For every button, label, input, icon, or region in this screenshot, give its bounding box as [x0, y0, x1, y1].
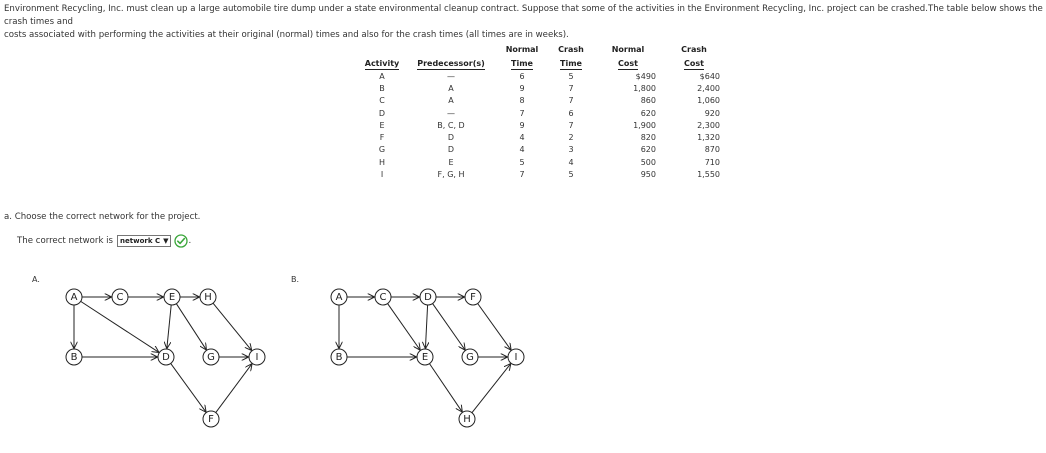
crash-time-cell: 7	[568, 83, 574, 93]
node-label: A	[70, 292, 78, 303]
node-label: E	[421, 352, 429, 363]
crash-time-cell: 3	[568, 145, 574, 155]
node-label: G	[466, 352, 474, 363]
activity-cell: A	[379, 71, 385, 81]
predecessors-cell: B, C, D	[437, 120, 465, 130]
edge-D-E	[425, 305, 427, 348]
activity-cell: G	[378, 145, 386, 155]
node-label: C	[379, 292, 387, 303]
node-I	[249, 349, 265, 365]
answer-prefix: The correct network is	[17, 236, 114, 246]
node-G	[462, 349, 478, 365]
crash-cost-cell: 1,060	[697, 96, 720, 106]
network-select-value: network C	[120, 237, 161, 245]
crash-time-cell: 2	[568, 133, 574, 143]
activity-cell: C	[379, 96, 385, 106]
crash-time-cell: 6	[568, 108, 574, 118]
edge-E-D	[167, 305, 171, 348]
chevron-down-icon: ▼	[163, 237, 169, 245]
normal-time-cell: 5	[519, 157, 525, 167]
edge-F-I	[478, 304, 511, 350]
node-label: B	[70, 352, 78, 363]
node-label: H	[204, 292, 212, 303]
option-b-label: B.	[291, 275, 300, 284]
crash-cost-cell: $640	[699, 71, 720, 81]
predecessors-cell: F, G, H	[437, 170, 465, 180]
node-H	[459, 411, 475, 427]
normal-time-header-top: Normal	[505, 45, 539, 54]
crash-cost-cell: 2,400	[697, 83, 720, 93]
crash-time-cell: 5	[568, 170, 574, 180]
crash-cost-cell: 920	[704, 108, 720, 118]
edge-D-G	[433, 304, 465, 350]
predecessors-cell: D	[447, 133, 455, 143]
node-label: D	[424, 292, 432, 303]
network-b[interactable]	[331, 289, 524, 427]
predecessors-cell: E	[448, 157, 454, 167]
activity-cell: B	[379, 83, 385, 93]
edge-C-E	[388, 304, 420, 350]
intro-line-1: Environment Recycling, Inc. must clean up a large automobile tire dump under a state environmental cleanup contract. Suppose that some of the activities in the Environment Recycling, Inc. project can be crashed.The table below shows the crash times and	[4, 4, 1043, 27]
activity-cell: D	[378, 108, 386, 118]
crash-cost-cell: 2,300	[697, 120, 720, 130]
edge-D-F	[171, 363, 206, 411]
normal-time-cell: 4	[519, 133, 525, 143]
normal-cost-cell: 950	[640, 170, 656, 180]
node-label: E	[168, 292, 176, 303]
node-C	[112, 289, 128, 305]
crash-cost-cell: 1,320	[697, 133, 720, 143]
normal-cost-cell: 820	[640, 133, 656, 143]
crash-cost-header: Cost	[684, 59, 704, 68]
node-label: F	[470, 292, 476, 303]
normal-cost-cell: 500	[640, 157, 656, 167]
node-label: I	[255, 352, 259, 363]
predecessors-cell: D	[447, 145, 455, 155]
crash-time-header-top: Crash	[558, 45, 584, 54]
normal-cost-header: Cost	[618, 59, 638, 68]
node-E	[164, 289, 180, 305]
edge-F-I	[216, 364, 252, 412]
crash-cost-header-top: Crash	[681, 45, 707, 54]
node-label: B	[335, 352, 343, 363]
crash-cost-cell: 710	[704, 157, 720, 167]
node-H	[200, 289, 216, 305]
normal-time-cell: 9	[519, 120, 525, 130]
activity-cell: F	[379, 133, 385, 143]
node-label: G	[207, 352, 215, 363]
activity-cell: E	[379, 120, 385, 130]
predecessors-cell: A	[448, 96, 454, 106]
normal-time-header: Time	[511, 59, 533, 68]
node-F	[203, 411, 219, 427]
edge-A-D	[81, 301, 159, 352]
node-I	[508, 349, 524, 365]
node-D	[420, 289, 436, 305]
crash-cost-cell: 1,550	[697, 170, 720, 180]
node-B	[66, 349, 82, 365]
normal-time-cell: 6	[519, 71, 525, 81]
node-A	[331, 289, 347, 305]
node-D	[158, 349, 174, 365]
normal-cost-cell: 1,900	[633, 120, 656, 130]
node-G	[203, 349, 219, 365]
crash-time-cell: 4	[568, 157, 574, 167]
node-B	[331, 349, 347, 365]
normal-cost-header-top: Normal	[611, 45, 645, 54]
predecessors-header: Predecessor(s)	[417, 59, 485, 68]
crash-cost-cell: 870	[704, 145, 720, 155]
normal-time-cell: 7	[519, 108, 525, 118]
node-E	[417, 349, 433, 365]
predecessors-cell: —	[447, 108, 455, 118]
node-label: I	[514, 352, 518, 363]
normal-cost-cell: 1,800	[633, 83, 656, 93]
node-C	[375, 289, 391, 305]
crash-time-cell: 5	[568, 71, 574, 81]
answer-period: .	[188, 236, 192, 246]
edge-H-I	[472, 364, 510, 413]
network-a[interactable]	[66, 289, 265, 427]
normal-time-cell: 4	[519, 145, 525, 155]
node-F	[465, 289, 481, 305]
activity-cell: I	[380, 170, 384, 180]
intro-line-2: costs associated with performing the activities at their original (normal) times and also for the crash times (all times are in weeks).	[4, 30, 569, 40]
predecessors-cell: A	[448, 83, 454, 93]
normal-cost-cell: $490	[635, 71, 656, 81]
activity-header: Activity	[364, 59, 400, 68]
crash-time-cell: 7	[568, 120, 574, 130]
edge-E-G	[176, 304, 206, 350]
node-A	[66, 289, 82, 305]
normal-time-cell: 9	[519, 83, 525, 93]
crash-time-cell: 7	[568, 96, 574, 106]
normal-cost-cell: 620	[640, 108, 656, 118]
normal-time-cell: 8	[519, 96, 525, 106]
option-a-label: A.	[32, 275, 40, 284]
normal-cost-cell: 860	[640, 96, 656, 106]
node-label: F	[208, 414, 214, 425]
crash-time-header: Time	[560, 59, 582, 68]
normal-cost-cell: 620	[640, 145, 656, 155]
node-label: C	[116, 292, 124, 303]
edge-H-I	[213, 303, 251, 350]
normal-time-cell: 7	[519, 170, 525, 180]
question-prompt: a. Choose the correct network for the project.	[4, 212, 201, 222]
activity-cell: H	[378, 157, 385, 167]
predecessors-cell: —	[447, 71, 455, 81]
node-label: D	[162, 352, 170, 363]
edge-E-H	[429, 364, 461, 412]
node-label: H	[463, 414, 471, 425]
node-label: A	[335, 292, 343, 303]
